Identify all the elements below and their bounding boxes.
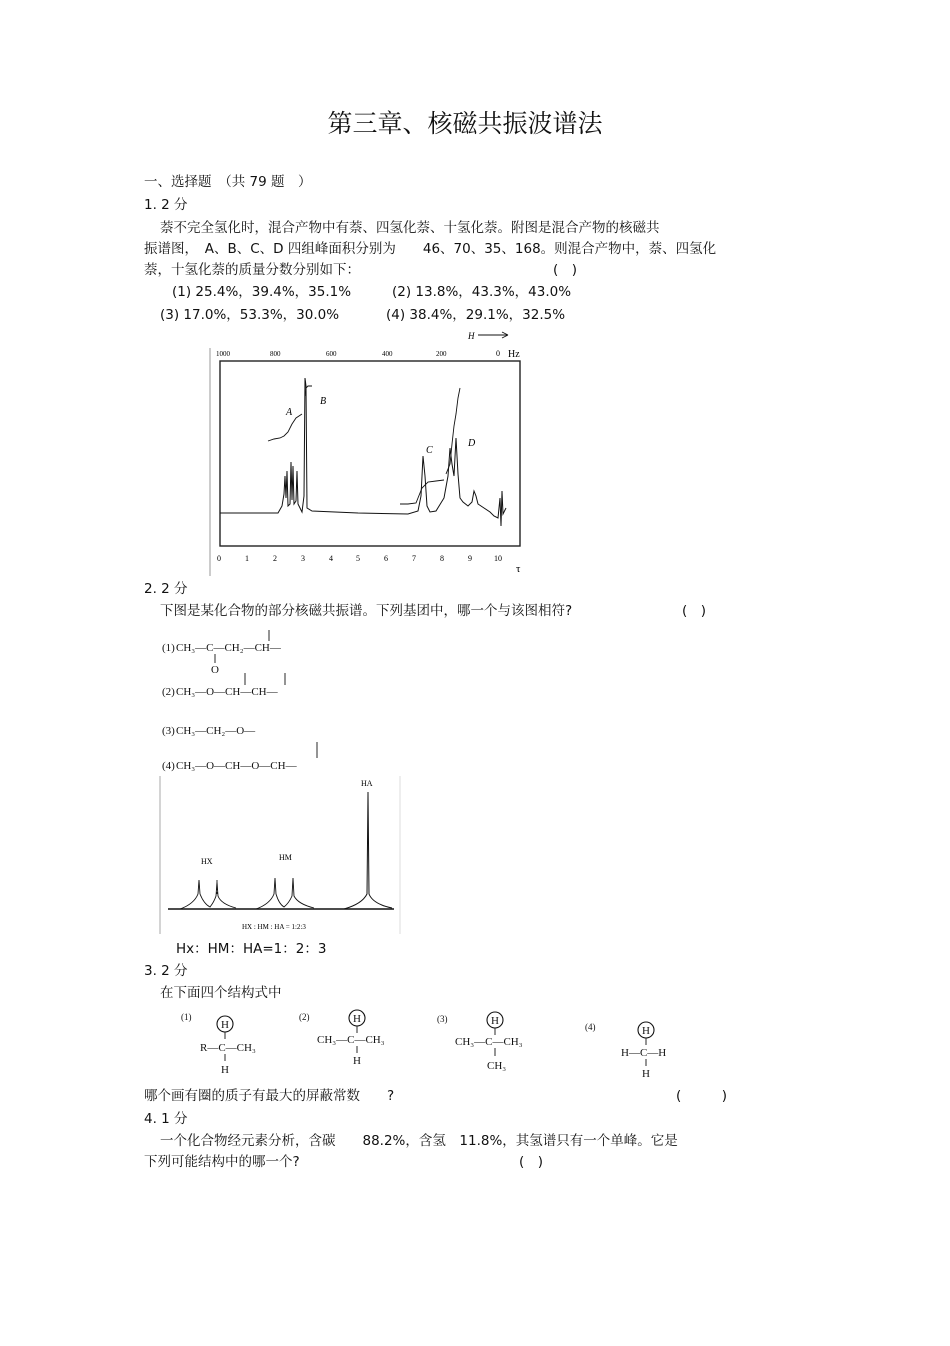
q1-top-tick-0: 0 (496, 349, 500, 358)
q1-bottom-tick-7: 7 (412, 554, 416, 563)
q1-peak-label-b: B (320, 396, 327, 407)
q1-header: 1. 2 分 (144, 197, 188, 213)
q1-top-tick-400: 400 (382, 350, 393, 358)
q1-peak-label-a: A (286, 407, 293, 418)
q3-structure-2 (299, 1010, 385, 1067)
q1-bottom-tick-9: 9 (468, 554, 472, 563)
q3-structure-1-row: R—C—CH₃ (200, 1042, 256, 1054)
q2-group-1-oxygen: O (211, 664, 219, 676)
q2-group-3-num: (3) (162, 725, 175, 737)
q3-structure-3-bottom: CH₃ (487, 1060, 507, 1072)
q1-top-tick-1000: 1000 (216, 350, 230, 358)
q2-group-structures (158, 624, 398, 776)
q1-top-tick-800: 800 (270, 350, 281, 358)
q4-line-1: 一个化合物经元素分析，含碳 88.2%，含氢 11.8%，其氢谱只有一个单峰。它是 (160, 1133, 678, 1149)
q1-bottom-tick-10: 10 (494, 554, 502, 563)
q2-ratio-caption: HX : HM : HA = 1:2:3 (242, 923, 306, 931)
q3-structure-1 (181, 1012, 256, 1076)
q1-peak-label-d: D (468, 438, 476, 449)
q3-structures (175, 1006, 695, 1086)
q2-answer-paren: ( ) (682, 603, 707, 619)
q3-header: 3. 2 分 (144, 963, 188, 979)
q1-arrow-label: H (468, 331, 475, 341)
q1-bottom-tick-6: 6 (384, 554, 388, 563)
q3-structure-1-num: (1) (181, 1012, 192, 1022)
q3-structure-4 (585, 1022, 666, 1080)
q2-header: 2. 2 分 (144, 581, 188, 597)
q2-group-4: CH₃—O—CH—O—CH— (176, 760, 297, 772)
q2-group-1-num: (1) (162, 642, 175, 654)
q1-bottom-tick-8: 8 (440, 554, 444, 563)
q3-structure-2-row: CH₃—C—CH₃ (317, 1034, 385, 1046)
q1-bottom-tick-4: 4 (329, 554, 333, 563)
q2-group-3: CH₃—CH₂—O— (176, 725, 256, 737)
q2-group-4-num: (4) (162, 760, 175, 772)
q1-top-tick-600: 600 (326, 350, 337, 358)
q2-question-text: 下图是某化合物的部分核磁共振谱。下列基团中，哪一个与该图相符? (160, 603, 573, 619)
q3-structure-3-row: CH₃—C—CH₃ (455, 1036, 523, 1048)
q3-structure-2-bottom: H (353, 1055, 361, 1067)
q1-nmr-spectrum (208, 326, 538, 578)
q1-bottom-tick-3: 3 (301, 554, 305, 563)
q4-answer-paren: ( ) (519, 1154, 544, 1170)
q2-group-1: CH₃—C—CH₂—CH— (176, 642, 281, 654)
q4-header: 4. 1 分 (144, 1111, 188, 1127)
q2-label-hm: HM (279, 853, 292, 862)
q2-label-hx: HX (201, 857, 213, 866)
q2-nmr-spectrum (158, 776, 402, 936)
q3-structure-4-num: (4) (585, 1022, 596, 1032)
q3-structure-4-circled-h: H (642, 1025, 650, 1037)
q3-structure-4-bottom: H (642, 1068, 650, 1080)
q3-structure-2-circled-h: H (353, 1013, 361, 1025)
q1-bottom-tick-5: 5 (356, 554, 360, 563)
section-heading: 一、选择题 （共 79 题 ） (144, 174, 312, 190)
q1-bottom-tick-2: 2 (273, 554, 277, 563)
q2-label-ha: HA (361, 779, 373, 788)
q2-group-2: CH₃—O—CH—CH— (176, 686, 278, 698)
q2-group-2-num: (2) (162, 686, 175, 698)
q3-structure-1-circled-h: H (221, 1019, 229, 1031)
q1-top-unit: Hz (508, 349, 520, 360)
q3-structure-4-row: H—C—H (621, 1047, 667, 1059)
q1-line-3: 萘，十氢化萘的质量分数分别如下： (144, 262, 360, 278)
q1-peak-label-c: C (426, 445, 433, 456)
q1-option-1: (1) 25.4%，39.4%，35.1% (172, 284, 352, 300)
q1-option-2: (2) 13.8%，43.3%，43.0% (392, 284, 572, 300)
q3-question: 哪个画有圈的质子有最大的屏蔽常数 ? (144, 1088, 395, 1104)
q3-structure-3 (437, 1012, 523, 1072)
q2-ratio-text: Hx：HM：HA=1：2：3 (176, 941, 327, 957)
q1-top-tick-200: 200 (436, 350, 447, 358)
q1-arrow-icon (478, 332, 508, 338)
q1-option-4: (4) 38.4%，29.1%，32.5% (386, 307, 566, 323)
q3-structure-2-num: (2) (299, 1012, 310, 1022)
q4-line-2: 下列可能结构中的哪一个? (144, 1154, 300, 1170)
q1-line-1: 萘不完全氢化时，混合产物中有萘、四氢化萘、十氢化萘。附图是混合产物的核磁共 (160, 220, 660, 236)
page-title: 第三章、核磁共振波谱法 (327, 109, 603, 138)
q3-structure-1-bottom: H (221, 1064, 229, 1076)
q1-bottom-tick-0: 0 (217, 554, 221, 563)
q1-answer-paren: ( ) (553, 262, 578, 278)
q1-line-2: 振谱图， A、B、C、D 四组峰面积分别为 46、70、35、168。则混合产物中，萘、四氢化 (144, 241, 717, 257)
q3-question-text: 在下面四个结构式中 (160, 985, 282, 1001)
q3-structure-3-num: (3) (437, 1014, 448, 1024)
q3-structure-3-circled-h: H (491, 1015, 499, 1027)
q1-bottom-tick-1: 1 (245, 554, 249, 563)
q1-option-3: (3) 17.0%，53.3%，30.0% (160, 307, 340, 323)
q3-answer-paren: ( ) (676, 1088, 728, 1104)
q1-bottom-unit: τ (516, 563, 521, 575)
